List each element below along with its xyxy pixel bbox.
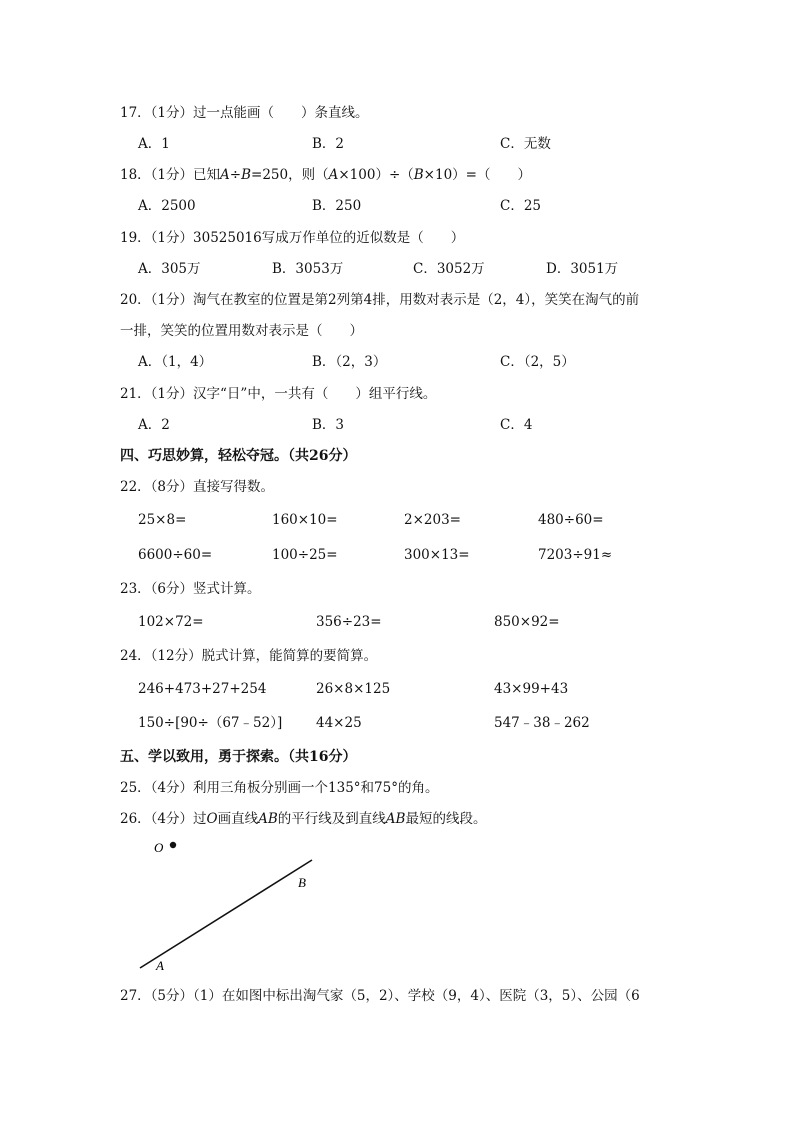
q24-item: 43×99+43 (494, 681, 569, 697)
q26-figure (134, 834, 324, 976)
question-26 (120, 810, 486, 828)
q18-var-b: B (241, 167, 252, 183)
q26-mid2: 的平行线及到直线 (277, 811, 386, 827)
q22-item: 7203÷91≈ (538, 547, 613, 563)
q19-option-a: A．305万 (138, 261, 201, 277)
q20-option-b: B．（2，3） (312, 354, 387, 370)
q22-item: 2×203= (404, 512, 461, 528)
q18-div: ÷ (229, 167, 242, 183)
q24-item: 150÷[90÷（67﹣52）] (138, 715, 283, 731)
label-b: B (298, 875, 306, 890)
q26-var-ab2: AB (385, 811, 406, 827)
q24-item: 246+473+27+254 (138, 681, 267, 697)
q26-mid: 画直线 (217, 811, 259, 827)
question-24: 24．（12分）脱式计算，能简算的要简算。 (120, 648, 378, 664)
q21-option-c: C．4 (500, 417, 533, 433)
q17-option-b: B．2 (312, 136, 345, 152)
q22-item: 480÷60= (538, 512, 604, 528)
question-18 (120, 166, 531, 184)
q18-var-a: A (220, 167, 230, 183)
q18-var-a2: A (328, 167, 339, 183)
question-27: 27．（5分）（1）在如图中标出淘气家（5，2）、学校（9，4）、医院（3，5）、公园（6 (120, 988, 640, 1004)
q18-option-a: A．2500 (138, 198, 196, 214)
question-22: 22．（8分）直接写得数。 (120, 479, 275, 495)
q23-item: 102×72= (138, 614, 204, 630)
q19-option-c: C．3052万 (413, 261, 485, 277)
label-o: O (154, 840, 164, 855)
q21-option-b: B．3 (312, 417, 345, 433)
q26-var-o: O (206, 811, 218, 827)
q18-mid2: ×100）÷（ (338, 167, 414, 183)
q18-prefix: 18．（1分）已知 (120, 167, 221, 183)
q20-option-a: A．（1，4） (138, 354, 213, 370)
question-25: 25．（4分）利用三角板分别画一个135°和75°的角。 (120, 780, 439, 796)
q22-item: 6600÷60= (138, 547, 213, 563)
q23-item: 356÷23= (316, 614, 382, 630)
q21-option-a: A．2 (138, 417, 170, 433)
q22-item: 100÷25= (272, 547, 338, 563)
line-ab (140, 860, 312, 968)
q22-item: 160×10= (272, 512, 338, 528)
point-o (170, 842, 176, 848)
question-20-line1: 20．（1分）淘气在教室的位置是第2列第4排，用数对表示是（2，4），笑笑在淘气的前 (120, 292, 640, 308)
q18-option-b: B．250 (312, 198, 362, 214)
q17-option-a: A．1 (138, 136, 170, 152)
label-a: A (156, 958, 164, 973)
q26-prefix: 26．（4分）过 (120, 811, 207, 827)
question-19: 19．（1分）30525016写成万作单位的近似数是（ ） (120, 230, 465, 246)
question-21: 21．（1分）汉字“日”中，一共有（ ）组平行线。 (120, 386, 437, 402)
section-5-heading: 五、学以致用，勇于探索。（共16分） (120, 749, 357, 765)
question-20-line2: 一排，笑笑的位置用数对表示是（ ） (120, 323, 363, 339)
q22-item: 25×8= (138, 512, 187, 528)
q23-item: 850×92= (494, 614, 560, 630)
question-23: 23．（6分）竖式计算。 (120, 581, 261, 597)
q26-suffix: 最短的线段。 (405, 811, 487, 827)
section-4-heading: 四、巧思妙算，轻松夺冠。（共26分） (120, 448, 357, 464)
q18-suffix: ×10）=（ ） (423, 167, 531, 183)
q18-var-b2: B (413, 167, 424, 183)
q24-item: 44×25 (316, 715, 362, 731)
q22-item: 300×13= (404, 547, 470, 563)
q18-mid: =250，则（ (251, 167, 329, 183)
question-17: 17．（1分）过一点能画（ ）条直线。 (120, 105, 369, 121)
q19-option-b: B．3053万 (272, 261, 344, 277)
q17-option-c: C．无数 (500, 136, 551, 152)
q24-item: 26×8×125 (316, 681, 391, 697)
q19-option-d: D．3051万 (546, 261, 619, 277)
q20-option-c: C．（2，5） (500, 354, 575, 370)
q26-var-ab: AB (258, 811, 278, 827)
q24-item: 547﹣38﹣262 (494, 715, 590, 731)
q18-option-c: C．25 (500, 198, 542, 214)
